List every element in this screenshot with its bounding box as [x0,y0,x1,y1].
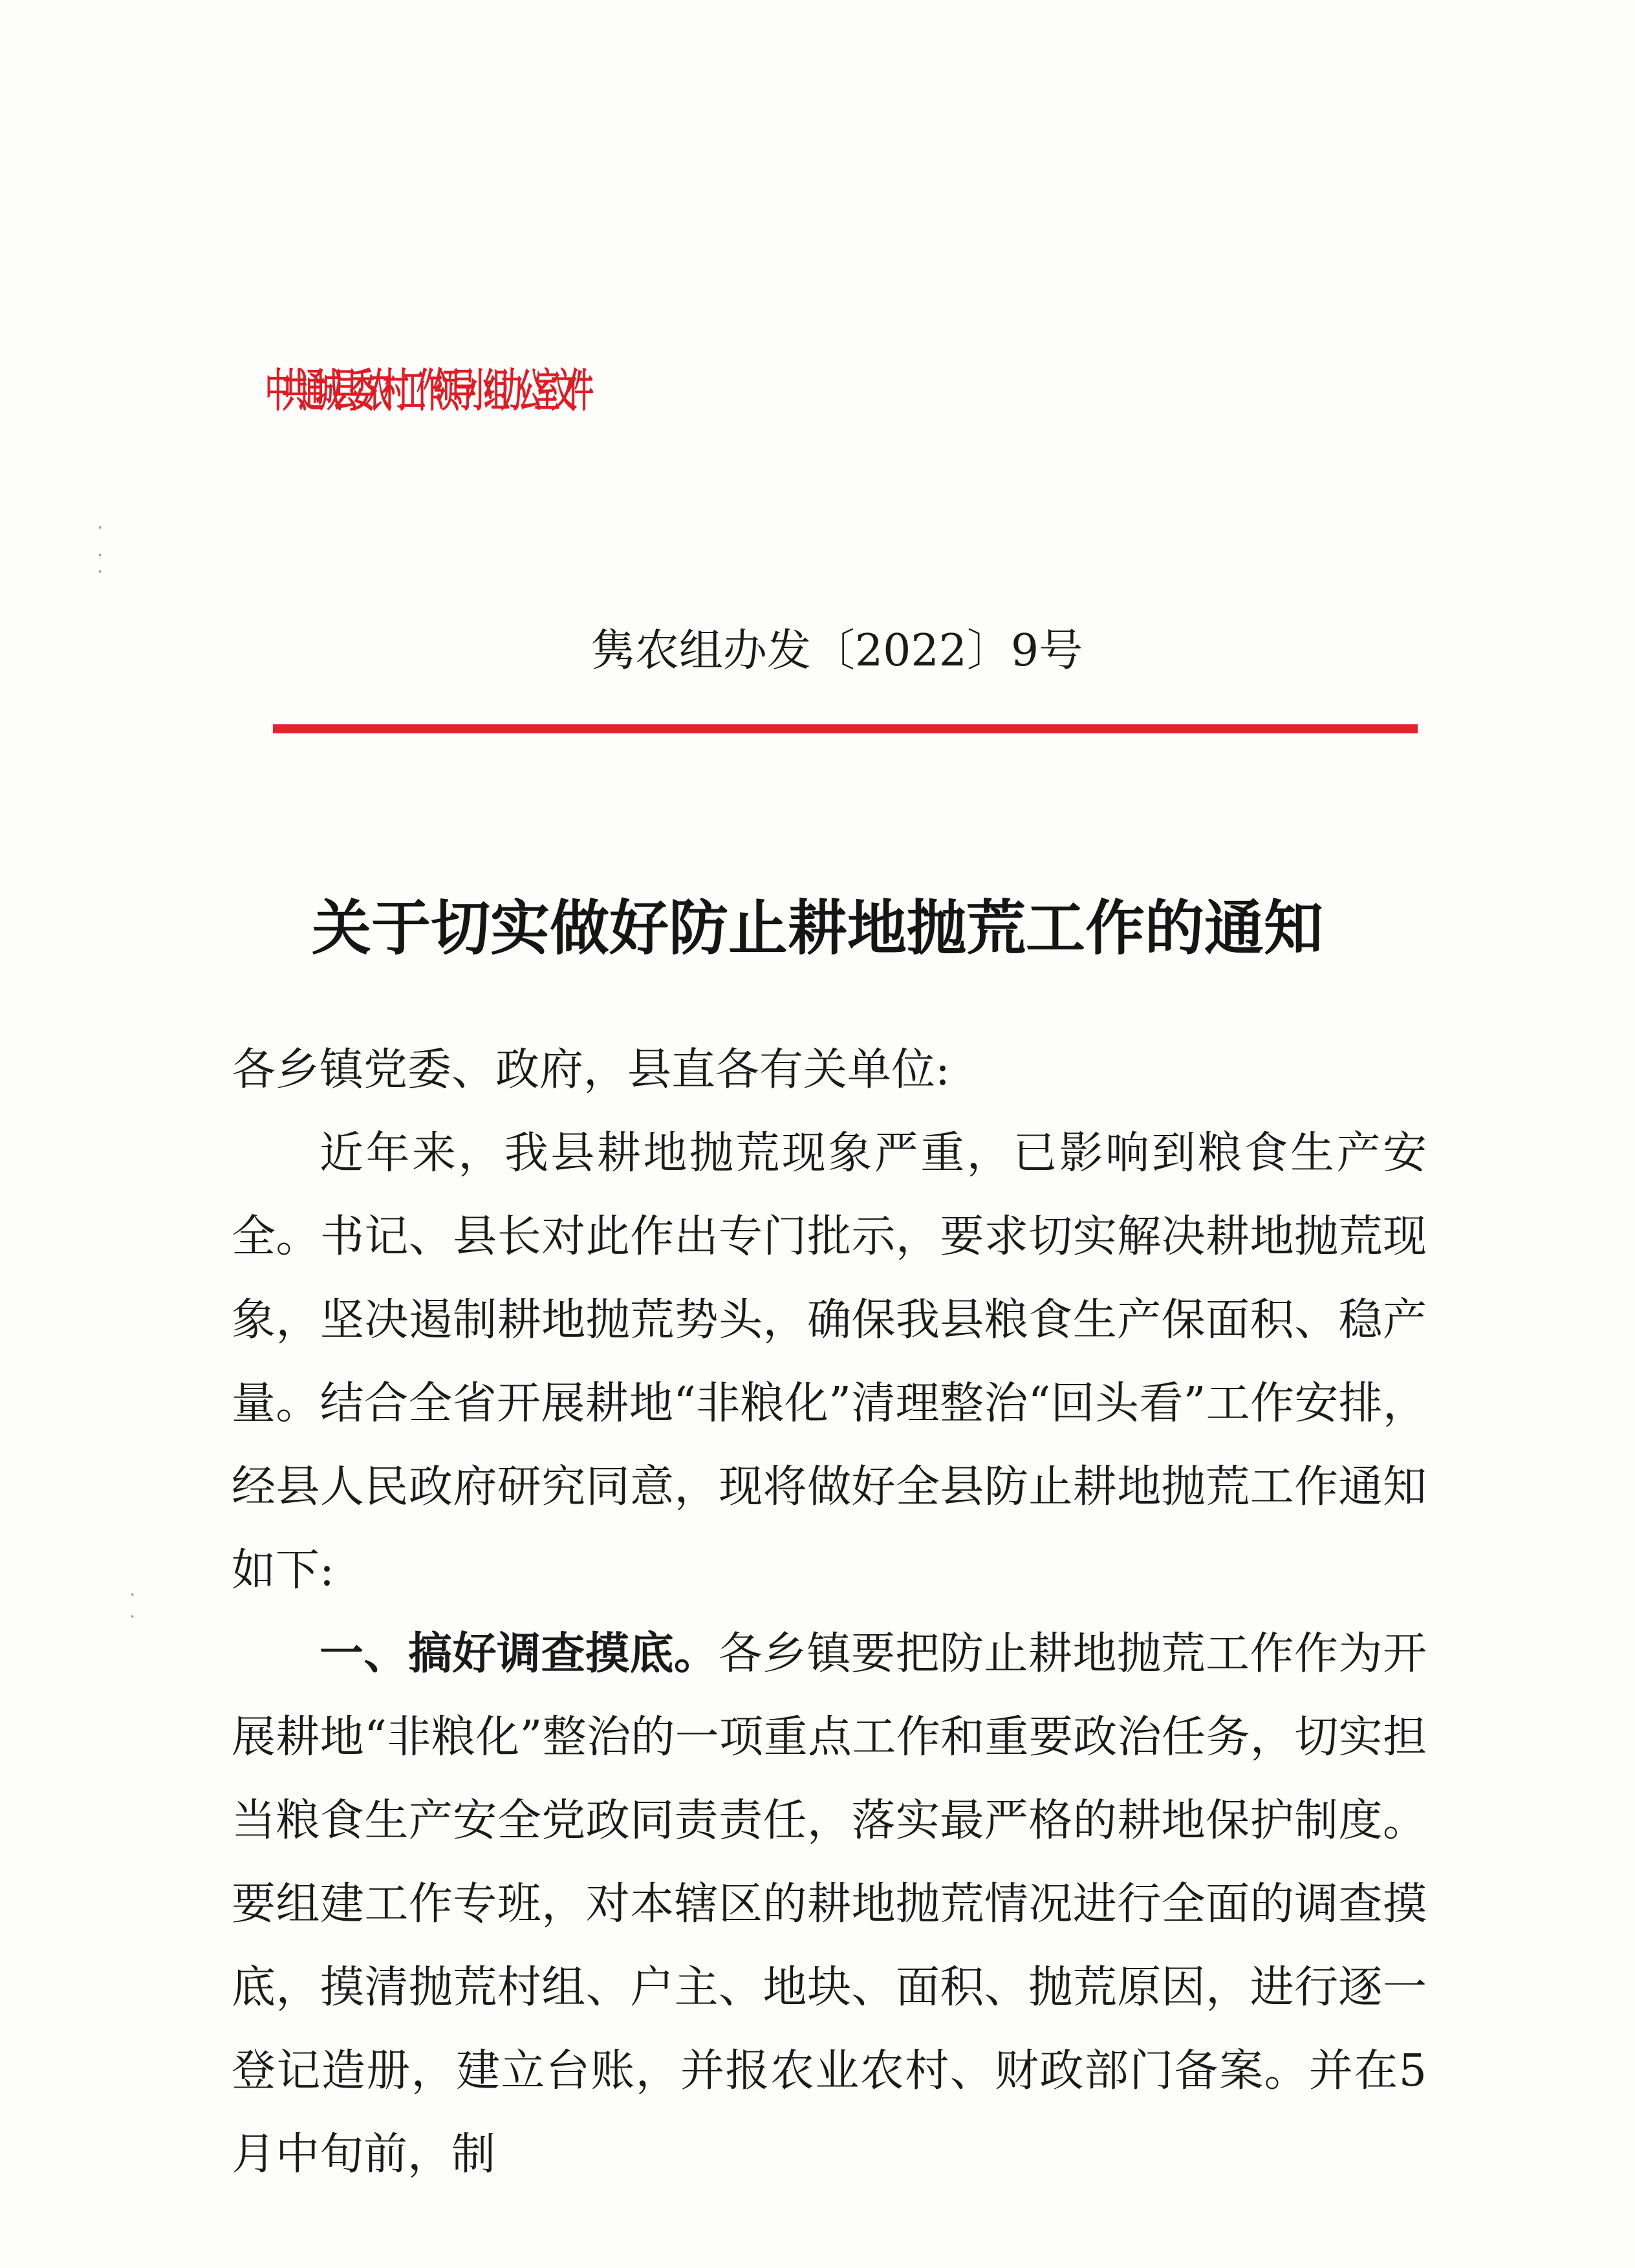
section-1-heading: 一、搞好调查摸底。 [319,1628,719,1679]
document-number: 隽农组办发〔2022〕9号 [590,625,1083,676]
salutation: 各乡镇党委、政府，县直各有关单位: [232,1044,950,1096]
red-divider-line [273,724,1418,733]
issuer-red-header: 中共通城县委农村工作领导小组办公室文件 [265,365,585,418]
paragraph-section-1 [232,1612,1427,2196]
document-body [232,1028,1427,2196]
margin-scan-mark: · · [129,1584,136,1628]
notice-title: 关于切实做好防止耕地抛荒工作的通知 [311,893,1323,963]
section-1-text: 各乡镇要把防止耕地抛荒工作作为开展耕地“非粮化”整治的一项重点工作和重要政治任务，切实担当粮食生产安全党政同责责任，落实最严格的耕地保护制度。要组建工作专班，对本辖区的耕地抛荒情况进行全面的调查摸底，摸清抛荒村组、户主、地块、面积、抛荒原因，进行逐一登记造册，建立台账，并报农业农村、财政部门备案。并在5月中旬前，制 [232,1628,1427,2180]
margin-scan-mark: · . · [97,517,103,583]
paragraph-intro: 近年来，我县耕地抛荒现象严重，已影响到粮食生产安全。书记、县长对此作出专门批示，要求切实解决耕地抛荒现象，坚决遏制耕地抛荒势头，确保我县粮食生产保面积、稳产量。结合全省开展耕地“非粮化”清理整治“回头看”工作安排，经县人民政府研究同意，现将做好全县防止耕地抛荒工作通知如下: [232,1128,1427,1596]
